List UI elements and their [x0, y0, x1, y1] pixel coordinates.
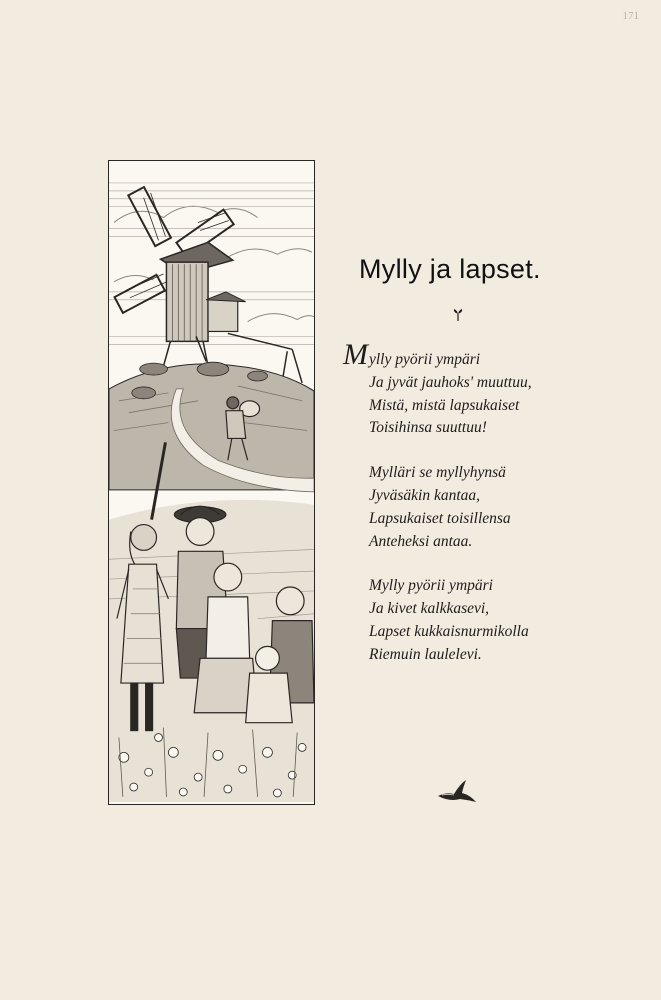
swallow-bird-icon	[436, 776, 478, 806]
flower-ornament-icon	[452, 308, 464, 322]
page-number: 171	[622, 10, 639, 22]
poem-line: Lapset kukkaisnurmikolla	[369, 622, 529, 640]
poem-line: Toisihinsa suuttuu!	[369, 419, 487, 437]
stanza-1	[343, 338, 639, 440]
poem-line: Mylläri se myllyhynsä	[369, 464, 506, 482]
stanza-2	[369, 462, 639, 553]
windmill-children-illustration	[108, 160, 315, 805]
poem-line: Mistä, mistä lapsukaiset	[369, 396, 520, 414]
poem-line: Lapsukaiset toisillensa	[369, 509, 511, 527]
poem-line: Riemuin laulelevi.	[369, 645, 482, 663]
drop-cap: M	[343, 338, 368, 371]
poem-line: Jyväsäkin kantaa,	[369, 486, 481, 504]
poem-line: Anteheksi antaa.	[369, 532, 473, 550]
poem-body	[343, 338, 639, 689]
stanza-3	[369, 575, 639, 666]
poem-line: Ja jyvät jauhoks' muuttuu,	[369, 373, 532, 391]
poem-line: Ja kivet kalkkasevi,	[369, 600, 490, 618]
poem-title: Mylly ja lapset.	[359, 254, 541, 284]
poem-line: Mylly pyörii ympäri	[343, 338, 481, 371]
poem-line: Mylly pyörii ympäri	[369, 577, 493, 595]
